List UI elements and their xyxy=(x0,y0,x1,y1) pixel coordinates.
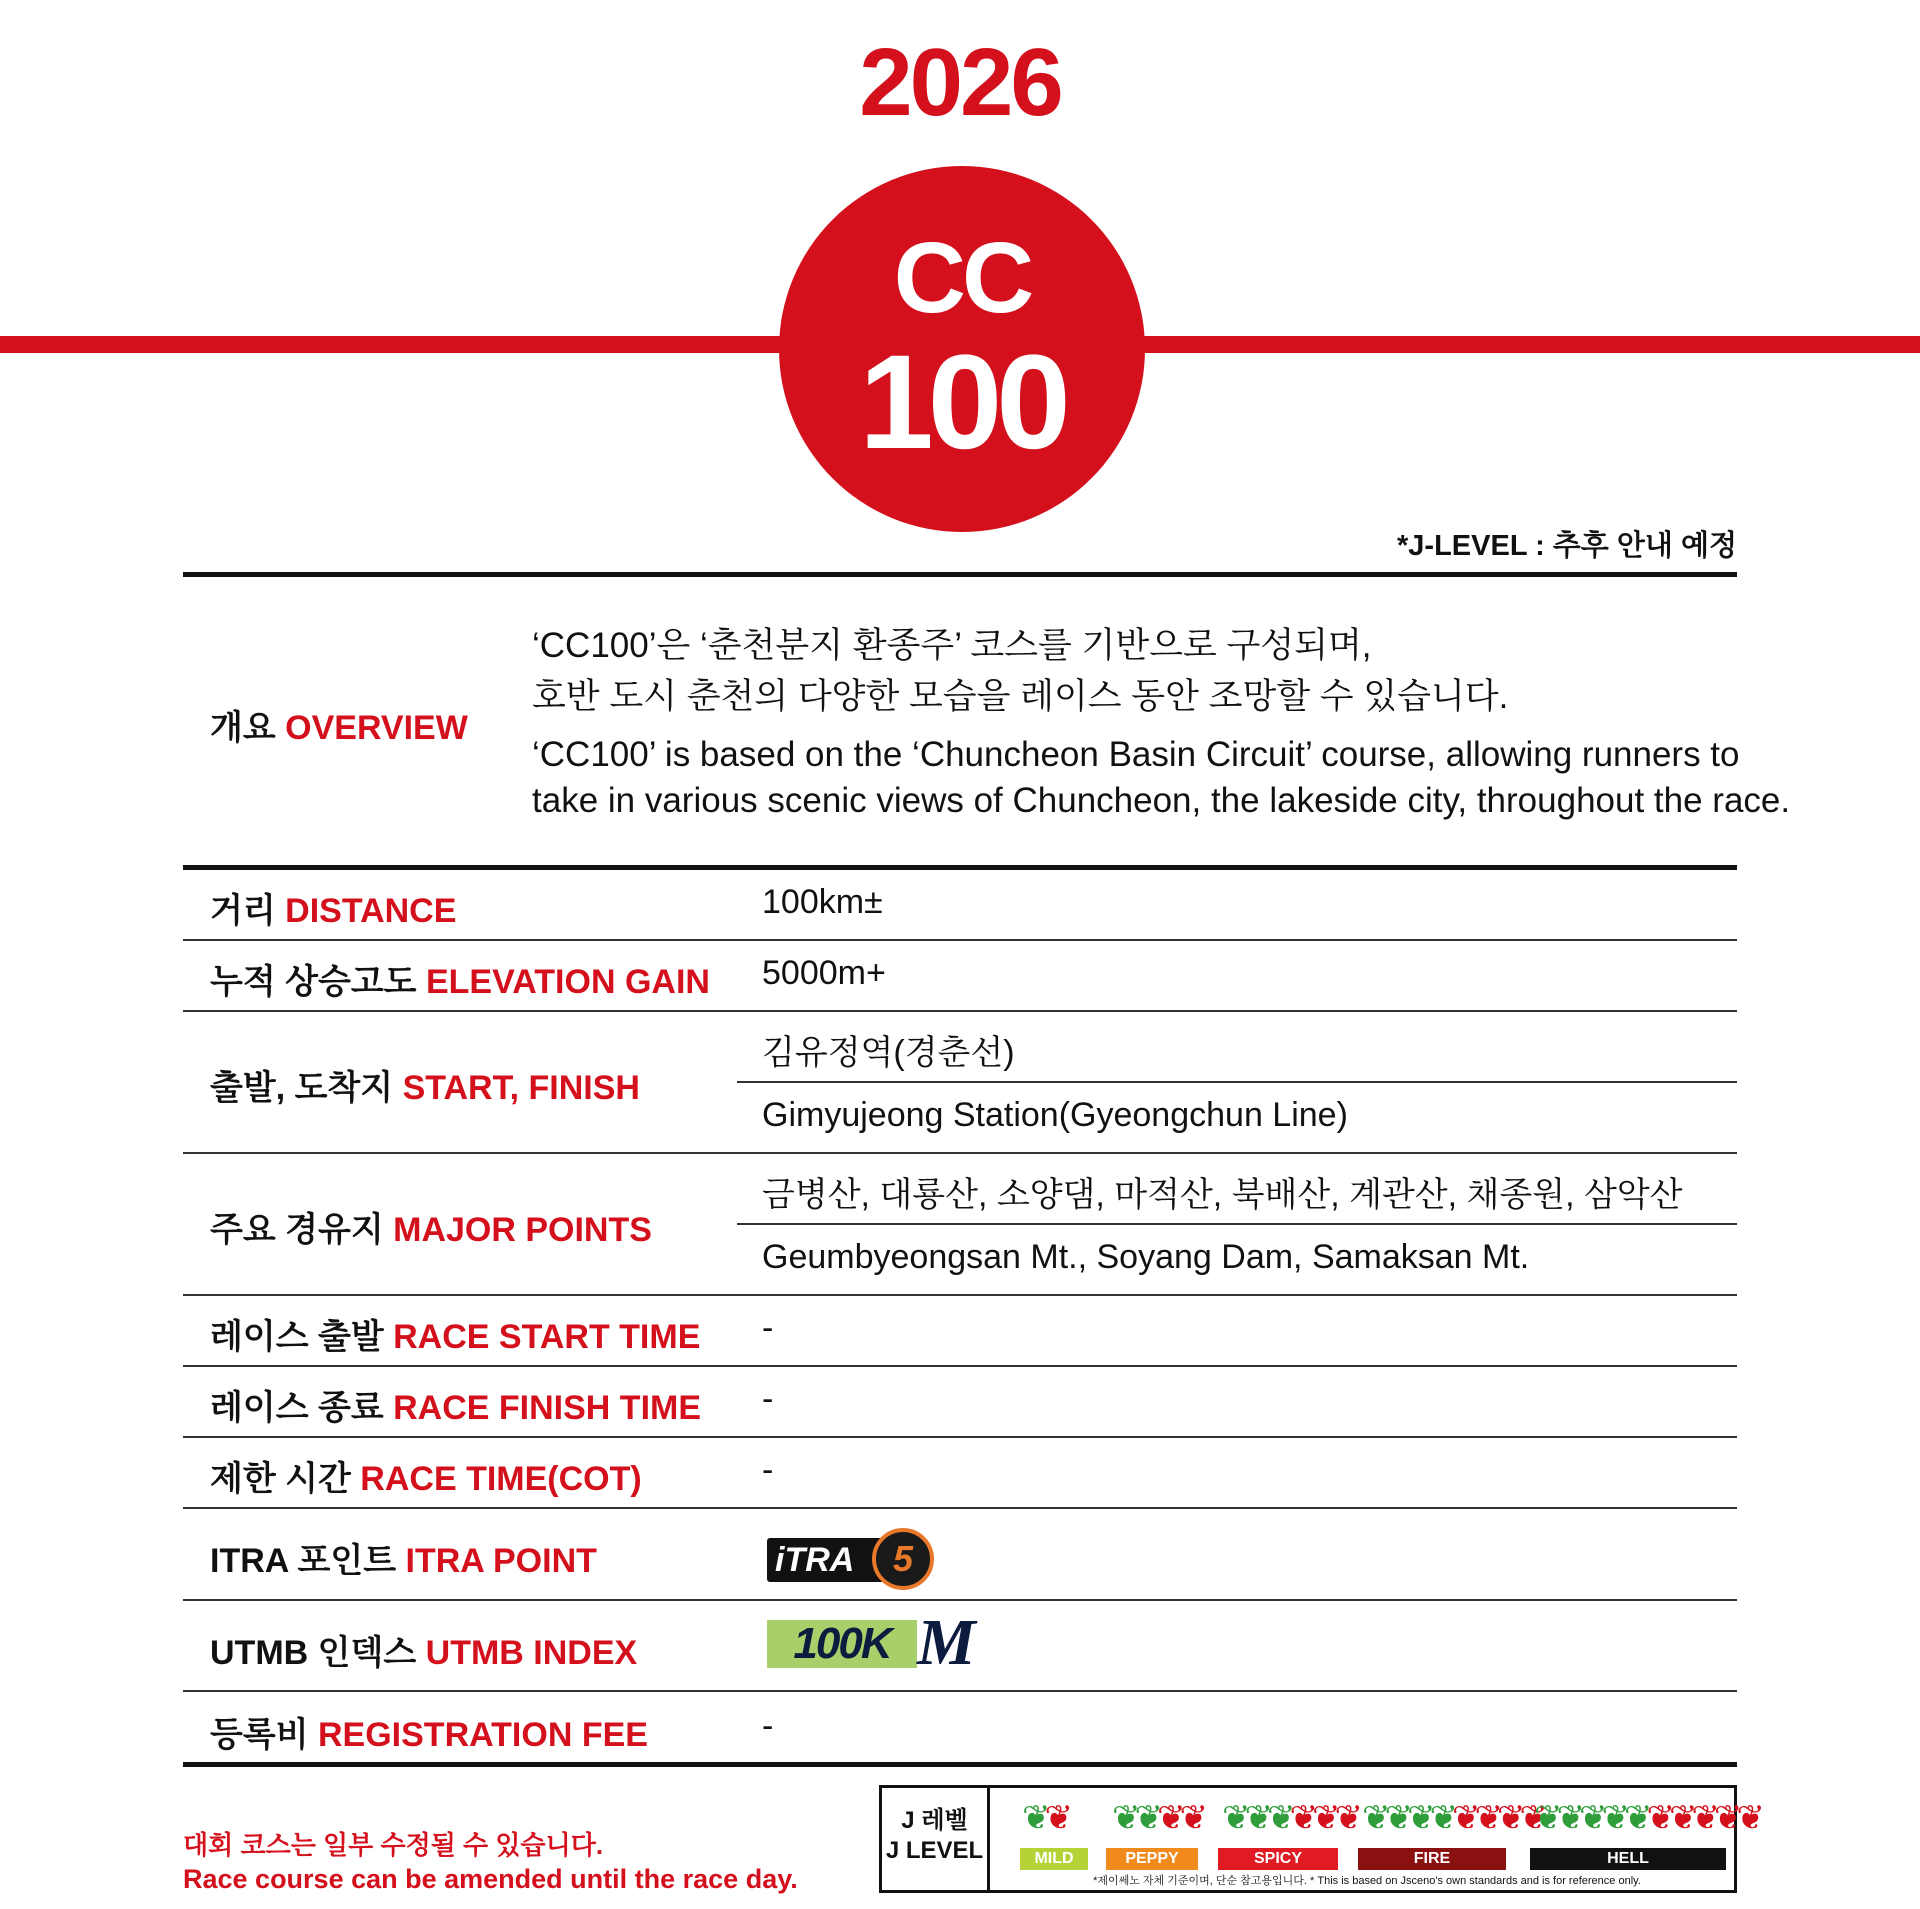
race-time-value: - xyxy=(762,1451,774,1489)
distance-label: 거리 DISTANCE xyxy=(210,892,457,930)
overview-ko-line1: ‘CC100’은 ‘춘천분지 환종주’ 코스를 기반으로 구성되며, xyxy=(532,626,1372,665)
notice-ko: 대회 코스는 일부 수정될 수 있습니다. xyxy=(183,1830,604,1860)
utmb-label: UTMB 인덱스 UTMB INDEX xyxy=(210,1634,638,1672)
itra-logo: iTRA xyxy=(767,1538,885,1582)
utmb-badge xyxy=(767,1606,987,1679)
utmb-logo-mark: M xyxy=(917,1606,976,1679)
start-finish-label: 출발, 도착지 START, FINISH xyxy=(210,1069,640,1107)
level-chip-peppy: PEPPY xyxy=(1106,1848,1198,1870)
badge-bottom-text: 100 xyxy=(859,328,1065,477)
distance-value: 100km± xyxy=(762,883,883,921)
jlevel-note: *J-LEVEL : 추후 안내 예정 xyxy=(1397,530,1737,562)
jlevel-legend xyxy=(879,1785,1759,1893)
badge-top-text: CC xyxy=(893,222,1031,334)
itra-label: ITRA 포인트 ITRA POINT xyxy=(210,1542,597,1580)
row-divider xyxy=(183,1436,1737,1438)
itra-badge xyxy=(767,1528,945,1590)
row-divider xyxy=(183,1152,1737,1154)
start-finish-value-ko: 김유정역(경춘선) xyxy=(762,1034,1015,1072)
race-finish-value: - xyxy=(762,1380,774,1418)
row-divider xyxy=(183,1010,1737,1012)
major-points-value-ko: 금병산, 대룡산, 소양댐, 마적산, 북배산, 계관산, 채종원, 삼악산 xyxy=(762,1176,1683,1214)
event-year: 2026 xyxy=(859,29,1061,136)
start-finish-value-en: Gimyujeong Station(Gyeongchun Line) xyxy=(762,1096,1348,1134)
elevation-label: 누적 상승고도 ELEVATION GAIN xyxy=(210,963,710,1001)
legend-title-en: J LEVEL xyxy=(885,1837,984,1864)
row-divider xyxy=(183,939,1737,941)
overview-ko-line2: 호반 도시 춘천의 다양한 모습을 레이스 동안 조망할 수 있습니다. xyxy=(532,677,1509,716)
table-top-rule xyxy=(183,572,1737,577)
overview-en-line2: take in various scenic views of Chuncheon, the lakeside city, throughout the race. xyxy=(532,781,1791,820)
legend-title xyxy=(882,1788,990,1890)
pepper-icon-group: ❦❦❦❦❦❦ xyxy=(1222,1799,1357,1837)
row-divider xyxy=(183,1690,1737,1692)
major-points-label: 주요 경유지 MAJOR POINTS xyxy=(210,1211,652,1249)
overview-label: 개요 OVERVIEW xyxy=(210,709,468,747)
level-chip-mild: MILD xyxy=(1020,1848,1088,1870)
legend-footnote: *제이쎄노 자체 기준이며, 단순 참고용입니다. * This is based on Jsceno's own standards and is for reference only. xyxy=(1093,1875,1641,1887)
notice-en: Race course can be amended until the race day. xyxy=(183,1864,798,1894)
sub-row-divider xyxy=(737,1223,1737,1225)
itra-points: 5 xyxy=(872,1528,934,1590)
pepper-icon-group: ❦❦❦❦❦❦❦❦ xyxy=(1362,1799,1542,1837)
overview-bottom-rule xyxy=(183,865,1737,870)
sub-row-divider xyxy=(737,1081,1737,1083)
elevation-value: 5000m+ xyxy=(762,954,886,992)
major-points-value-en: Geumbyeongsan Mt., Soyang Dam, Samaksan Mt. xyxy=(762,1238,1530,1276)
level-chip-spicy: SPICY xyxy=(1218,1848,1338,1870)
race-time-label: 제한 시간 RACE TIME(COT) xyxy=(210,1460,642,1498)
fee-value: - xyxy=(762,1707,774,1745)
race-start-label: 레이스 출발 RACE START TIME xyxy=(210,1318,701,1356)
pepper-icon-group: ❦❦❦❦ xyxy=(1112,1799,1202,1837)
utmb-category: 100K xyxy=(767,1620,917,1668)
event-badge xyxy=(779,166,1145,532)
legend-title-ko: J 레벨 xyxy=(901,1807,968,1834)
pepper-icon-group: ❦❦ xyxy=(1022,1799,1067,1837)
row-divider xyxy=(183,1507,1737,1509)
fee-label: 등록비 REGISTRATION FEE xyxy=(210,1716,648,1754)
row-divider xyxy=(183,1599,1737,1601)
row-divider xyxy=(183,1294,1737,1296)
row-divider xyxy=(183,1365,1737,1367)
pepper-icon-group: ❦❦❦❦❦❦❦❦❦❦ xyxy=(1534,1799,1759,1837)
level-chip-fire: FIRE xyxy=(1358,1848,1506,1870)
race-start-value: - xyxy=(762,1309,774,1347)
level-chip-hell: HELL xyxy=(1530,1848,1726,1870)
overview-en-line1: ‘CC100’ is based on the ‘Chuncheon Basin Circuit’ course, allowing runners to xyxy=(532,735,1740,774)
race-finish-label: 레이스 종료 RACE FINISH TIME xyxy=(210,1389,702,1427)
table-bottom-rule xyxy=(183,1762,1737,1767)
